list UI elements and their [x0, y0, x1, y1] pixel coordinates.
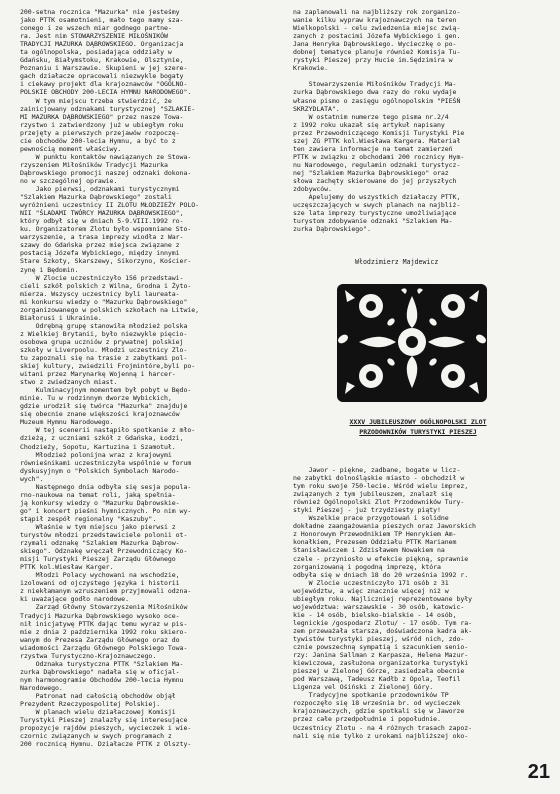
- text-line: z 1992 roku ukazał się artykuł napisany: [293, 120, 445, 129]
- article-left-column: [20, 8, 282, 748]
- text-line: rzymali odznakę "Szlakiem Mazurka Dąbrow-: [20, 539, 180, 548]
- text-line: Wielkopolski - celu zwiedzenia miejsc zwią-: [293, 24, 461, 33]
- text-line: na zaplanowali na najbliższy rok zorganizo-: [293, 8, 461, 16]
- text-line: ra. Jest nim STOWARZYSZENIE MIŁOŚNIKÓW: [20, 32, 168, 41]
- text-line: propozycje rajdów pieszych, wycieczek i wie-: [20, 724, 192, 733]
- text-line: ubiegłym roku. Najliczniej reprezentowane były: [293, 594, 473, 603]
- text-line: no w szczególnej oprawie.: [20, 176, 118, 185]
- author-signature: Włodzimierz Majdewicz: [355, 258, 439, 266]
- text-line: przez całe przedpołudnie i popołudnie.: [293, 715, 441, 724]
- text-line: ku. Organizatorem Zlotu było wspomniane Sto-: [20, 225, 192, 234]
- text-line: dzieżą, z uczniami szkół z Gdańska, Łodzi,: [20, 434, 184, 443]
- text-line: wanie kilku wypraw krajoznawczych na teren: [293, 16, 457, 25]
- text-line: tywistów turystyki pieszej, wśród nich, zdo-: [293, 634, 465, 643]
- text-line: rystyki Pieszej przy Hucie im.Sędzimira w: [293, 56, 453, 65]
- text-line: czele - przyniosło w efekcie piękną, sprawnie: [293, 554, 469, 563]
- text-line: zorganizowaną i pogodną imprezę, która: [293, 562, 441, 571]
- text-line: [293, 72, 543, 80]
- text-line: styki Pieszej - już trzydziesty piąty!: [293, 506, 441, 515]
- text-line: skiej kultury, zwiedzili Frojmintóre,byli po-: [20, 362, 196, 371]
- text-line: W Zlocie uczestniczyło 171 osób z 31: [293, 578, 449, 587]
- text-line: Zarząd Główny Stowarzyszenia Miłośników: [20, 603, 188, 612]
- page-number: 21: [527, 761, 550, 783]
- text-line: z Wielkiej Brytanii, było niezwykle pięcio-: [20, 329, 188, 338]
- text-line: rzyszeniem Miłośników Tradycji Mazurka: [20, 160, 168, 169]
- text-line: równieśnikami uczestniczyła wspólnie w forum: [20, 458, 192, 467]
- text-line: pod Warszawą, Tadeusz Kadłb z Opola, Teofil: [293, 675, 461, 684]
- text-line: Stowarzyszenie Miłośników Tradycji Ma-: [293, 80, 457, 89]
- text-line: województw, a więc znacznie więcej niż w: [293, 586, 449, 595]
- text-line: W punktu kontaktów nawiązanych ze Stowa-: [20, 152, 192, 161]
- text-line: ne zabytki dolnośląskie miasto - obchodził w: [293, 474, 465, 483]
- text-line: Gdańsku, Białymstoku, Krakowie, Olsztynie,: [20, 56, 184, 65]
- emblem-caption-line-2: PRZODOWNIKÓW TURYSTYKI PIESZEJ: [359, 428, 477, 436]
- text-line: witani przez Marynarkę Wojenną i harcer-: [20, 370, 176, 379]
- text-line: Kulminacyjnym momentem był pobyt w Będo-: [20, 386, 192, 395]
- text-line: TRADYCJI MAZURKA DĄBROWSKIEGO. Organizacja: [20, 40, 184, 49]
- text-line: nali się nie tylko z urokami najbliższej oko-: [293, 731, 469, 740]
- text-line: Jako pierwsi, odznakami turystycznymi: [20, 185, 180, 194]
- text-line: mierza. Wszyscy uczestnicy byli laureata-: [20, 289, 180, 298]
- text-line: cznie powszechną sympatią i szacunkiem senio-: [293, 643, 469, 652]
- text-line: się obecnie znane większości krajoznawców: [20, 410, 180, 419]
- text-line: zanych z postacimi Józefa Wybickiego i gen.: [293, 32, 461, 41]
- text-line: zurka Dąbrowskiego" nadała się w oficjal-: [20, 667, 180, 676]
- text-line: tym roku swoje 750-lecie. Wśród wielu imprez,: [293, 482, 469, 491]
- text-line: turystom zdobywanie odznaki "Szlakiem Ma-: [293, 217, 453, 226]
- text-line: wanym do Prezesa Zarządu Głównego oraz do: [20, 635, 180, 644]
- text-line: Młodzież polonijna wraz z krajowymi: [20, 450, 172, 459]
- text-line: 200-setna rocznica "Mazurka" nie jesteśmy: [20, 8, 180, 16]
- text-line: wych".: [20, 474, 44, 483]
- text-line: rno-naukowa na temat roli, jaką spełnia-: [20, 490, 176, 499]
- text-line: Stare Szkoty, Skarszewy, Sikorzyno, Kościer-: [20, 257, 192, 266]
- text-line: rzystwa Turystyczno-Krajoznawczego.: [20, 651, 157, 660]
- text-line: warzyszenie, a trasa imprezy wiodła z War-: [20, 233, 184, 242]
- text-line: Ligenza vel Ośiński z Zielonej Góry.: [293, 683, 434, 692]
- text-line: conego i ze wszech miar godnego partne-: [20, 24, 172, 33]
- text-line: cieli szkół polskich z Wilna, Grodna i Żyto-: [20, 281, 192, 290]
- text-line: Chodzieży, Sopotu, Kartuzina i Szamotuł.: [20, 442, 176, 451]
- text-line: szawy do Gdańska przez miejsca związane z: [20, 241, 180, 250]
- text-line: nu Narodowego, regulamin odznaki turystycz-: [293, 160, 461, 169]
- text-line: gdzie urodził się twórca "Mazurka" znajduje: [20, 402, 188, 411]
- text-line: wyróżnieni uczestnicy II ZLOTU MŁODZIEŻY POLO-: [20, 201, 200, 210]
- text-line: Stanisławiczem i Zdzisławem Nowakiem na: [293, 546, 445, 555]
- text-line: ten zawiera informacje na temat zamierzeń: [293, 144, 453, 153]
- text-line: rozpoczęło się 18 września br. od wycieczek: [293, 699, 461, 708]
- text-line: sze lata imprezy turystyczne umożliwiające: [293, 209, 457, 218]
- text-line: legnickie /gospodarz Zlotu/ - 17 osób. Tym ra-: [293, 618, 473, 627]
- text-line: słowa zachęty skierowane do jej przyszłych: [293, 176, 457, 185]
- text-line: W planach wielu działaczowej Komisji: [20, 708, 176, 717]
- text-line: rzy: Janina Sallman z Karpasza, Helena Mazur-: [293, 651, 469, 660]
- text-line: Poznaniu i Warszawie. Skupieni w jej szere-: [20, 64, 188, 73]
- text-line: PTTK w związku z obchodami 200 rocznicy Hym-: [293, 152, 465, 161]
- text-line: minie. Tu w rodzinnym dworze Wybickich,: [20, 394, 172, 403]
- text-line: Muzeum Hymnu Narodowego.: [20, 418, 114, 427]
- text-line: kiewiczowa, zasłużona organizatorka turystyki: [293, 659, 469, 668]
- text-line: Dąbrowskiego promocji naszej odznaki dokona-: [20, 168, 192, 177]
- text-line: szej ZG PTTK kol.Wiesława Kargera. Materiał: [293, 136, 461, 145]
- text-line: Prezydent Rzeczypospolitej Polskiej.: [20, 700, 161, 709]
- emblem-caption-line-1: XXXV JUBILEUSZOWY OGÓLNOPOLSKI ZLOT: [349, 418, 487, 426]
- text-line: Młodzi Polacy wychowani na wschodzie,: [20, 571, 180, 580]
- text-line: jako PTTK osamotnieni, mało tego mamy sza-: [20, 16, 184, 25]
- text-line: W tej scenerii nastąpiło spotkanie z mło-: [20, 426, 196, 435]
- text-line: Jawor - piękne, zadbane, bogate w licz-: [293, 466, 461, 474]
- text-line: rzystwo i zatwierdzony już w ubiegłym roku: [20, 120, 184, 129]
- text-line: zynę i Będomin.: [20, 265, 79, 274]
- text-line: Apelujemy do wszystkich działaczy PTTK,: [293, 193, 461, 202]
- text-line: izolowani od ojczystego języka i historii: [20, 579, 180, 588]
- text-line: przejęty a pierwszych przejawów rozpoczę-: [20, 128, 180, 137]
- text-line: uczęszczających w swych planach na najbliż-: [293, 201, 461, 210]
- text-line: Tradycji Mazurka Dąbrowskiego wysoko oce-: [20, 611, 180, 620]
- text-line: ki uważające godło narodowe.: [20, 595, 129, 604]
- article-right-column-bottom: [293, 466, 543, 740]
- text-line: NII "ŚLADAMI TWÓRCY MAZURKA DĄBROWSKIEGO",: [20, 209, 184, 218]
- text-line: Krakowie.: [293, 64, 329, 73]
- text-line: stąpił zespół regionalny "Kaszuby".: [20, 514, 157, 523]
- text-line: Odrębną grupę stanowiła młodzież polska: [20, 321, 188, 330]
- text-line: przez Przewodniczącego Komisji Turystyki Pie: [293, 128, 465, 137]
- text-line: Patronat nad całością obchodów objął: [20, 691, 176, 700]
- text-line: zdobywców.: [293, 185, 332, 194]
- text-line: ją konkursy wiedzy o "Mazurku Dąbrowskie-: [20, 498, 180, 507]
- text-line: Tradycyjne spotkanie przodowników TP: [293, 691, 449, 700]
- text-line: czornic związanych w swych programach z: [20, 732, 172, 741]
- text-line: dokładne zaangażowania pieszych oraz Jaworskich: [293, 522, 476, 531]
- text-line: krajoznawczych, gdzie spotkali się w Jaworze: [293, 707, 465, 716]
- text-line: kie - 14 osób, bielsko-bialskie - 14 osób,: [293, 610, 457, 619]
- text-line: odbyła się w dniach 18 do 20 września 1992 r.: [293, 570, 469, 579]
- text-line: ta ogólnopolska, posiadająca oddziały w: [20, 48, 172, 57]
- text-line: nym harmonogramie Obchodów 200-lecia Hymnu: [20, 675, 184, 684]
- text-line: 200 rocznicą Hymnu. Działacze PTTK z Olszty-: [20, 740, 192, 749]
- text-line: zainicjowany odznakami turystycznej "SZLAKIE-: [20, 104, 196, 113]
- text-line: własne pismo o zasięgu ogólnopolskim "PIEŚŃ: [293, 96, 461, 105]
- text-line: Właśnie w tym miejscu jako pierwsi z: [20, 523, 176, 531]
- text-line: zorganizowanego w polskich szkołach na Litwie,: [20, 305, 200, 314]
- article-right-column-top: [293, 8, 543, 233]
- text-line: zurka Dąbrowskiego dwa razy do roku wydaje: [293, 88, 457, 97]
- text-line: z niekłamanym wzruszeniem przyjmowali odzna-: [20, 587, 192, 596]
- text-line: Następnego dnia odbyła się sesja popula-: [20, 482, 192, 491]
- text-line: pewnością moment właściwy.: [20, 144, 122, 153]
- text-line: misji Turystyki Pieszej Zarządu Głównego: [20, 555, 176, 564]
- text-line: wiadomości Zarządu Głównego Polskiego Towa-: [20, 643, 188, 652]
- text-line: W Zlocie uczestniczyło 156 przedstawi-: [20, 273, 184, 282]
- text-line: cie obchodów 200-lecia Hymnu, a być to z: [20, 136, 176, 145]
- text-line: Jana Henryka Dąbrowskiego. Wycieczkę o po-: [293, 40, 457, 49]
- text-line: Wszelkie prace przygotowań i solidne: [293, 514, 449, 523]
- text-line: i ciekawy projekt dla krajoznawców "OGÓLNO-: [20, 80, 188, 89]
- text-line: gach działacze opracowali niezwykle bogaty: [20, 72, 184, 81]
- text-line: W ostatnim numerze tego pisma nr.2/4: [293, 112, 449, 121]
- text-line: PTTK kol.Wiesław Karger.: [20, 563, 114, 572]
- text-line: województwa: warszawskie - 30 osób, katowic-: [293, 602, 465, 611]
- text-line: Turystyki Pieszej znalazły się interesujące: [20, 716, 188, 725]
- text-line: który odbył się w dniach 5-9.VIII.1992 ro-: [20, 217, 184, 226]
- text-line: osobowa grupa uczniów z prywatnej polskiej: [20, 337, 184, 346]
- text-line: POLSKIE OBCHODY 200-LECIA HYMNU NARODOWEGO".: [20, 88, 192, 97]
- text-line: stwo z zwiedzanych miast.: [20, 378, 118, 387]
- text-line: dobnej tematyce planuje również Komisja Tu-: [293, 48, 461, 57]
- text-line: go" i koncert pieśni hymnicznych. Po nim wy-: [20, 506, 192, 515]
- text-line: z Honorowym Przewodnikiem TP Henrykiem Am-: [293, 530, 457, 539]
- text-line: pieszej w Zielonej Górze, zasiedzała obecnie: [293, 667, 465, 676]
- text-line: szkoły w Liverpoolu. Młodzi uczestnicy Zlo-: [20, 345, 188, 354]
- text-line: Białorusi i Ukrainie.: [20, 313, 102, 322]
- text-line: dyskusyjnym o "Polskich Symbolach Narodo-: [20, 466, 180, 475]
- text-line: Narodowego.: [20, 683, 63, 692]
- text-line: nej "Szlakiem Mazurka Dąbrowskiego" oraz: [293, 168, 449, 177]
- text-line: W tym miejscu trzeba stwierdzić, że: [20, 96, 172, 105]
- text-line: "Szlakiem Mazurka Dąbrowskiego" zostali: [20, 193, 172, 202]
- text-line: mie z dnia 2 października 1992 roku skiero-: [20, 627, 188, 636]
- text-line: zem przeważała starsza, doświadczona kadra ak-: [293, 626, 473, 635]
- text-line: mi konkursu wiedzy o "Mazurku Dąbrowskiego": [20, 297, 188, 306]
- text-line: związanych z tym jubileuszem, znalazł się: [293, 490, 453, 499]
- text-line: Odznaka turystyczna PTTK "Szlakiem Ma-: [20, 659, 184, 668]
- text-line: również Ogólnopolski Zlot Przodowników Tury-: [293, 498, 465, 507]
- text-line: Uczestnicy Zlotu - na 4 różnych trasach zapoz-: [293, 723, 473, 732]
- text-line: MI MAZURKA DĄBROWSKIEGO" przez nasze Towa-: [20, 112, 184, 121]
- text-line: tu zapoznali się na trasie z zabytkami pol-: [20, 354, 188, 363]
- text-line: konałkiem, Prezesem Oddziału PTTK Marianem: [293, 538, 457, 547]
- text-line: postacią Józefa Wybickiego, między innymi: [20, 249, 180, 258]
- text-line: nił inicjatywę PTTK dając temu wyraz w pis-: [20, 619, 188, 628]
- text-line: SKRZYDLATA".: [293, 104, 340, 113]
- text-line: skiego". Odznakę wręczał Przewodniczący Ko-: [20, 547, 188, 556]
- text-line: zurka Dąbrowskiego".: [293, 225, 371, 234]
- text-line: turystów młodzi przedstawiciele polonii ot-: [20, 531, 188, 540]
